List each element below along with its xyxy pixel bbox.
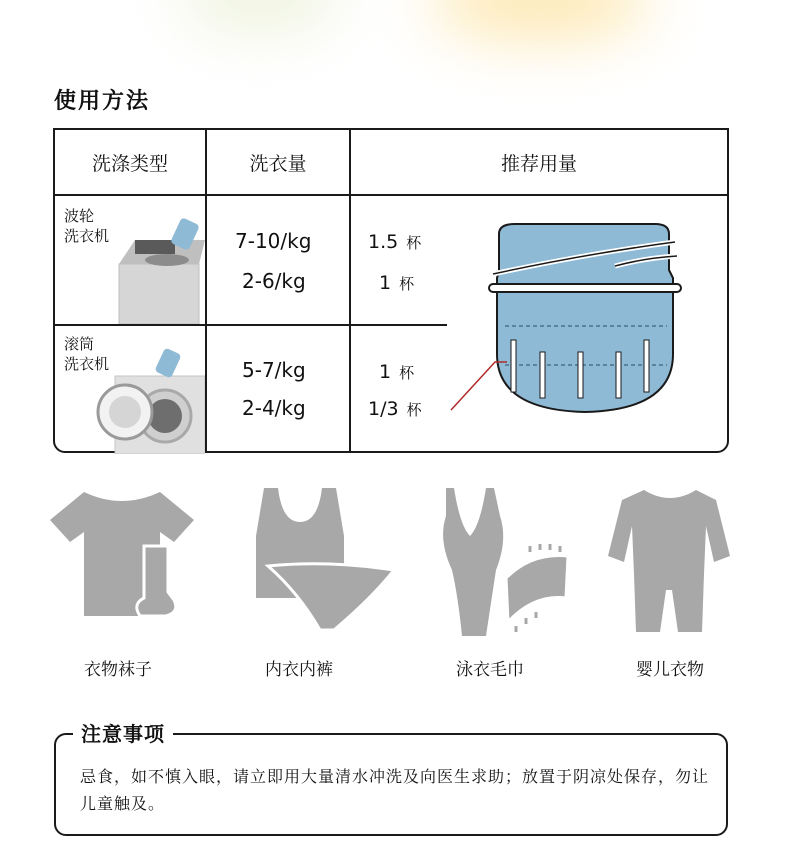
load-value: 5-7/kg	[242, 358, 306, 382]
category-label: 泳衣毛巾	[456, 660, 524, 680]
category-label: 内衣内裤	[265, 660, 333, 680]
shirt-sock-icon	[44, 488, 204, 628]
notice-body: 忌食，如不慎入眼，请立即用大量清水冲洗及向医生求助；放置于阴凉处保存，勿让儿童触及。	[80, 767, 710, 813]
section-title: 使用方法	[54, 89, 151, 114]
swimsuit-towel-icon	[436, 486, 596, 641]
table-divider	[55, 194, 727, 196]
load-value: 2-4/kg	[242, 396, 306, 420]
row-label: 波轮 洗衣机	[64, 207, 110, 245]
dose-value: 1/3 杯	[368, 398, 422, 420]
background-blob	[180, 0, 340, 30]
background-blob	[430, 0, 650, 40]
top-load-washer-icon	[115, 216, 205, 324]
measuring-cup-icon	[445, 214, 695, 434]
dose-value: 1 杯	[379, 272, 415, 294]
header-load: 洗衣量	[249, 152, 307, 175]
baby-romper-icon	[608, 486, 732, 641]
category-label: 婴儿衣物	[636, 660, 704, 680]
load-value: 2-6/kg	[242, 269, 306, 293]
header-wash-type: 洗涤类型	[91, 152, 168, 175]
category-label: 衣物袜子	[84, 660, 152, 680]
notice-title: 注意事项	[73, 718, 173, 747]
row-label: 滚筒 洗衣机	[64, 335, 110, 373]
table-divider	[55, 324, 447, 326]
dose-value: 1.5 杯	[368, 231, 422, 253]
front-load-washer-icon	[85, 346, 205, 454]
load-value: 7-10/kg	[235, 229, 312, 253]
header-dose: 推荐用量	[500, 152, 577, 175]
dose-value: 1 杯	[379, 361, 415, 383]
usage-table	[53, 128, 729, 453]
tank-top-briefs-icon	[248, 488, 398, 633]
